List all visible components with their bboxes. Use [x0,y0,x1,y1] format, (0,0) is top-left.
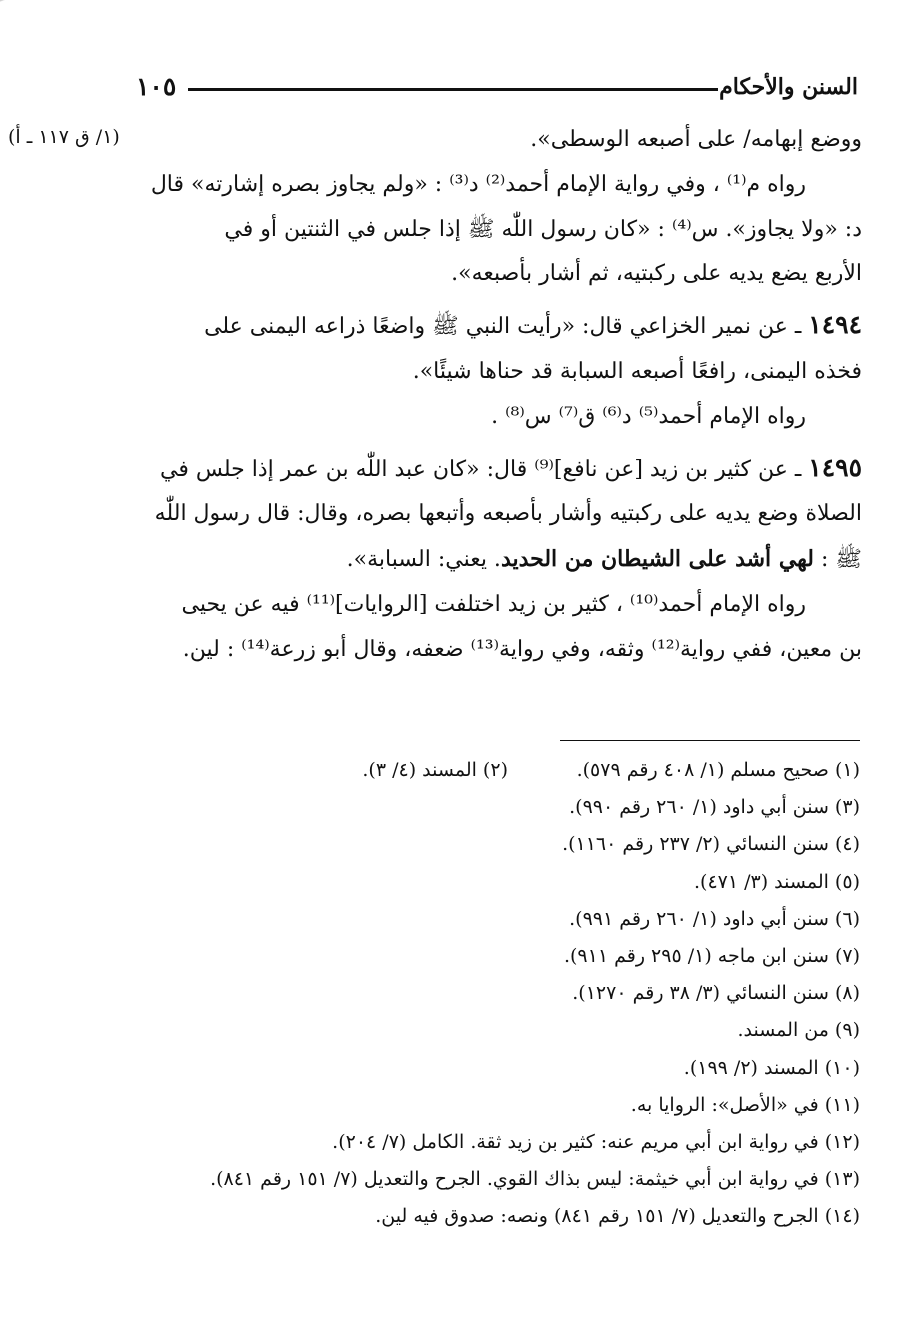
footnote-row [80,752,860,789]
footnote: (٤) سنن النسائي (٢/ ٢٣٧ رقم ١١٦٠). [562,833,860,856]
footnote: (٧) سنن ابن ماجه (١/ ٢٩٥ رقم ٩١١). [563,945,860,968]
hadith-1494 [126,303,862,350]
text-line: ووضع إبهامه/ على أصبعه الوسطى». [530,127,862,152]
page-header [128,66,858,106]
text-line: رواه م⁽¹⁾ ، وفي رواية الإمام أحمد⁽²⁾ د⁽³⁾ : «ولم يجاوز بصره إشارته» قال [150,171,806,197]
footnote: (١٣) في رواية ابن أبي خيثمة: ليس بذاك القوي. الجرح والتعديل (٧/ ١٥١ رقم ٨٤١). [210,1168,860,1191]
hadith-number: ١٤٩٤ [808,310,862,340]
header-rule [188,88,718,91]
footnote: (١٠) المسند (٢/ ١٩٩). [683,1056,860,1079]
text-line: الصلاة وضع يديه على ركبتيه وأشار بأصبعه وأتبعها بصره، وقال: قال رسول اللّٰه [154,501,862,527]
hadith-text: ـ عن كثير بن زيد [عن نافع]⁽⁹⁾ قال: «كان عبد اللّٰه بن عمر إذا جلس في [160,456,809,482]
main-text [126,118,862,673]
footnote: (١٤) الجرح والتعديل (٧/ ١٥١ رقم ٨٤١) ونصه: صدوق فيه لين. [375,1205,860,1228]
footnote: (١١) في «الأصل»: الروايا به. [630,1093,860,1116]
hadith-text: ـ عن نمير الخزاعي قال: «رأيت النبي ﷺ واضعًا ذراعه اليمنى على [204,314,809,340]
footnote: (٥) المسند (٣/ ٤٧١). [693,870,860,893]
hadith-number: ١٤٩٥ [808,452,862,482]
text-segment: . يعني: السبابة». [346,547,501,573]
footnote: (٢) المسند (٤/ ٣). [362,759,508,781]
page-number: ١٠٥ [136,72,177,101]
footnote-separator [560,740,860,741]
footnote: (١٢) في رواية ابن أبي مريم عنه: كثير بن زيد ثقة. الكامل (٧/ ٢٠٤). [332,1131,860,1154]
running-title: السنن والأحكام [719,74,858,100]
hadith-1495 [126,446,862,493]
text-line: د: «ولا يجاوز». س⁽⁴⁾ : «كان رسول اللّٰه ﷺ إذا جلس في الثنتين أو في [224,216,862,242]
hadith-quote-bold: لهي أشد على الشيطان من الحديد [500,546,815,573]
footnotes [80,752,860,1236]
hadith-source: رواه الإمام أحمد⁽¹⁰⁾ ، كثير بن زيد اختلفت [الروايات]⁽¹¹⁾ فيه عن يحيى [181,591,806,617]
footnote: (١) صحيح مسلم (١/ ٤٠٨ رقم ٥٧٩). [576,759,860,781]
text-line: فخذه اليمنى، رافعًا أصبعه السبابة قد حناها شيئًا». [412,358,862,384]
hadith-source: رواه الإمام أحمد⁽⁵⁾ د⁽⁶⁾ ق⁽⁷⁾ س⁽⁸⁾ . [491,403,806,429]
footnote: (٨) سنن النسائي (٣/ ٣٨ رقم ١٢٧٠). [572,982,860,1005]
footnote: (٩) من المسند. [737,1019,860,1042]
footnote: (٦) سنن أبي داود (١/ ٢٦٠ رقم ٩٩١). [569,907,860,930]
scan-artifact [0,0,120,70]
footnote: (٣) سنن أبي داود (١/ ٢٦٠ رقم ٩٩٠). [569,796,860,819]
salutation: ﷺ : [814,547,862,573]
manuscript-reference: (١/ ق ١١٧ ـ أ) [8,126,120,148]
text-line: الأربع يضع يديه على ركبتيه، ثم أشار بأصبعه». [451,261,862,287]
text-line: بن معين، ففي رواية⁽¹²⁾ وثقه، وفي رواية⁽¹³⁾ ضعفه، وقال أبو زرعة⁽¹⁴⁾ : لين. [182,636,862,662]
text-line [126,537,862,583]
